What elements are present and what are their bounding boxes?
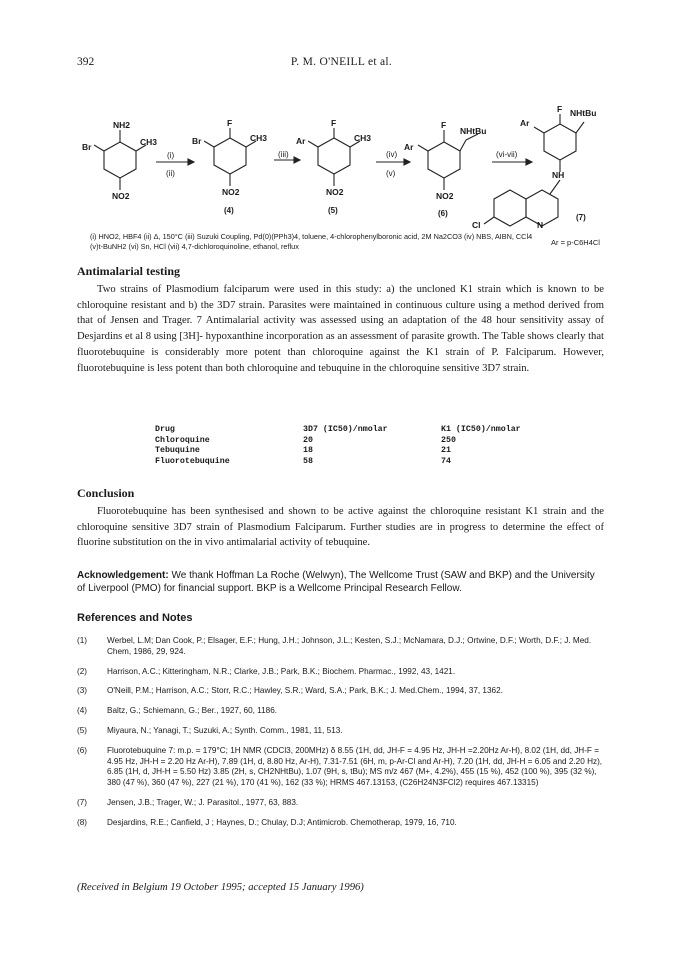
label-no2-1: NO2 — [112, 191, 130, 201]
acknowledgement-label: Acknowledgement: — [77, 570, 169, 581]
reference-number: (3) — [77, 686, 88, 696]
reference-number: (5) — [77, 725, 88, 735]
table-cell: 250 — [441, 435, 456, 445]
scheme-legend: (i) HNO2, HBF4 (ii) Δ, 150°C (iii) Suzuki Coupling, Pd(0)(PPh3)4, toluene, 4-chlorophenylboronic acid, 2M Na2CO3 (iv) NBS, AIBN, CCl4 (v)t-BuNH2 (vi) Sn, HCl (vii) 4,7-dichloroquinoline, ethanol, reflux — [90, 232, 533, 251]
table-header-drug: Drug — [155, 425, 175, 434]
list-item — [77, 686, 604, 697]
paragraph-conclusion — [77, 504, 604, 551]
label-f-3: F — [441, 120, 447, 130]
compound-6: (6) — [438, 209, 448, 218]
condition-iii: (iii) — [278, 150, 289, 159]
label-nh: NH — [552, 170, 565, 180]
reference-text: Fluorotebuquine 7: m.p. = 179°C; 1H NMR (CDCl3, 200MHz) δ 8.55 (1H, dd, JH-F = 4.95 Hz, JH-H =2.20Hz Ar-H), 8.02 (1H, dd, JH-F = 4.95 Hz, JH-H = 2.20 Hz Ar-H), 7.89 (1H, d, 8.80 Hz, Ar-H), 7.31-7.51 (6H, m, p-Ar-Cl and Ar-H), 7.20 (1H, dd, JH-H = 6.05 and 2.20 Hz), 6.85 (1H, d, JH-H = 5.50 Hz) 3.85 (2H, s, CH2NHtBu), 1.07 (9H, s, tBu); MS m/z 467 (M+, 4.2%), 455 (15 %), 452 (100 %), 395 (32 %), 380 (47 %), 360 (47 %), 227 (21 %), 170 (41 %), 162 (33 %); HRMS 467.13153, (C26H24N3FCl2) requires 467.13315) — [107, 745, 603, 788]
label-no2-4: NO2 — [436, 191, 454, 201]
compound-5: (5) — [328, 206, 338, 215]
table-cell: 21 — [441, 446, 451, 455]
condition-i: (i) — [167, 151, 175, 160]
label-ch3-1: CH3 — [140, 137, 158, 147]
label-ch3-3: CH3 — [354, 133, 372, 143]
reference-number: (1) — [77, 636, 88, 645]
reference-text: O'Neill, P.M.; Harrison, A.C.; Storr, R.C.; Hawley, S.R.; Ward, S.A.; Park, B.K.; J. Med.Chem., 1994, 37, 1362. — [107, 686, 503, 696]
reference-text: Harrison, A.C.; Kitteringham, N.R.; Clarke, J.B.; Park, B.K.; Biochem. Pharmac., 1992, 43, 1421. — [107, 666, 456, 676]
list-item — [77, 798, 604, 809]
running-head: P. M. O'NEILL et al. — [290, 56, 393, 68]
label-ar-2: Ar — [404, 142, 414, 152]
compound-4: (4) — [224, 206, 234, 215]
label-f-4: F — [557, 104, 563, 114]
reference-text: Desjardins, R.E.; Canfield, J ; Haynes, D.; Chulay, D.J; Antimicrob. Chemotherap, 1979, 16, 710. — [107, 817, 457, 827]
reference-text: Miyaura, N.; Yanagi, T.; Suzuki, A.; Synth. Comm., 1981, 11, 513. — [107, 725, 343, 735]
heading-references: References and Notes — [77, 612, 193, 624]
label-nhtbu-1: NHtBu — [460, 126, 487, 136]
scheme-legend-ar: Ar = p-C6H4Cl — [551, 238, 600, 247]
reference-text: Jensen, J.B.; Trager, W.; J. Parasitol., 1977, 63, 883. — [107, 797, 299, 807]
table-cell: 20 — [303, 435, 313, 445]
heading-antimalarial-testing: Antimalarial testing — [77, 264, 180, 278]
label-ch3-2: CH3 — [250, 133, 268, 143]
label-f-2: F — [331, 118, 337, 128]
list-item — [77, 818, 604, 829]
label-nh2: NH2 — [113, 120, 131, 130]
acknowledgement-text: We thank Hoffman La Roche (Welwyn), The Wellcome Trust (SAW and BKP) and the University of Liverpool (PMO) for financial support. BKP is a Wellcome Principal Research Fellow. — [77, 570, 595, 594]
table-cell: Chloroquine — [155, 435, 210, 445]
acknowledgement — [77, 570, 604, 595]
paragraph-conclusion-text: Fluorotebuquine has been synthesised and shown to be active against the chloroquine resistant K1 strain and the chloroquine sensitive 3D7 strain of Plasmodium Falciparum. Further studies are in progress to determine the effect of fluorine substitution on the in vivo antimalarial activity of tebuquine. — [77, 506, 604, 549]
label-n: N — [537, 220, 544, 230]
table-header-3d7: 3D7 (IC50)/nmolar — [303, 425, 388, 434]
label-nhtbu-2: NHtBu — [570, 108, 597, 118]
label-ar-3: Ar — [520, 118, 530, 128]
paragraph-antimalarial-text: Two strains of Plasmodium falciparum were used in this study: a) the uncloned K1 strain which is known to be chloroquine resistant and b) the 3D7 strain. Parasites were maintained in continuous culture using a method derived from that of Jensen and Trager. 7 Antimalarial activity was assessed using an adaptation of the 48 hour sensitivity assay of Desjardins et al 8 using [3H]- hypoxanthine incorporation as an assessment of parasite growth. The Table shows clearly that fluorotebuquine is considerably more potent than chloroquine against the K1 strain of P. Falciparum. However, fluorotebuquine is less potent than both chloroquine and tebuquine in the chloroquine sensitive 3D7 strain. — [77, 284, 604, 374]
reference-number: (7) — [77, 797, 88, 807]
condition-v: (v) — [386, 169, 396, 178]
label-br-1: Br — [82, 142, 92, 152]
label-f-1: F — [227, 118, 233, 128]
label-cl: Cl — [472, 220, 481, 230]
list-item — [77, 706, 604, 717]
label-ar-1: Ar — [296, 136, 306, 146]
reference-list — [77, 636, 604, 838]
table-cell: 74 — [441, 456, 451, 466]
reference-number: (8) — [77, 817, 88, 827]
list-item — [77, 726, 604, 737]
table-cell: Fluorotebuquine — [155, 456, 230, 466]
compound-7: (7) — [576, 213, 586, 222]
condition-iv: (iv) — [386, 150, 398, 159]
reference-number: (2) — [77, 666, 88, 676]
paragraph-antimalarial — [77, 282, 604, 376]
table-header-k1: K1 (IC50)/nmolar — [441, 425, 521, 434]
reference-number: (6) — [77, 745, 88, 755]
condition-ii: (ii) — [166, 169, 175, 178]
page-number: 392 — [77, 56, 95, 68]
condition-vi-vii: (vi-vii) — [496, 150, 518, 159]
list-item — [77, 636, 604, 658]
table-cell: 58 — [303, 456, 313, 466]
table-cell: Tebuquine — [155, 446, 200, 455]
list-item — [77, 667, 604, 678]
heading-conclusion: Conclusion — [77, 486, 135, 500]
reference-number: (4) — [77, 706, 88, 716]
label-br-2: Br — [192, 136, 202, 146]
label-no2-2: NO2 — [222, 187, 240, 197]
reference-text: Werbel, L.M; Dan Cook, P.; Elsager, E.F.; Hung, J.H.; Johnson, J.L.; Kesten, S.J.; McNamara, D.J.; Ortwine, D.F.; Worth, D.F.; J. Med. Chem, 1986, 29, 924. — [107, 636, 592, 656]
reference-text: Baltz, G.; Schiemann, G.; Ber., 1927, 60, 1186. — [107, 706, 278, 716]
received-note: (Received in Belgium 19 October 1995; accepted 15 January 1996) — [77, 882, 364, 893]
table-cell: 18 — [303, 446, 313, 455]
list-item — [77, 746, 604, 789]
label-no2-3: NO2 — [326, 187, 344, 197]
